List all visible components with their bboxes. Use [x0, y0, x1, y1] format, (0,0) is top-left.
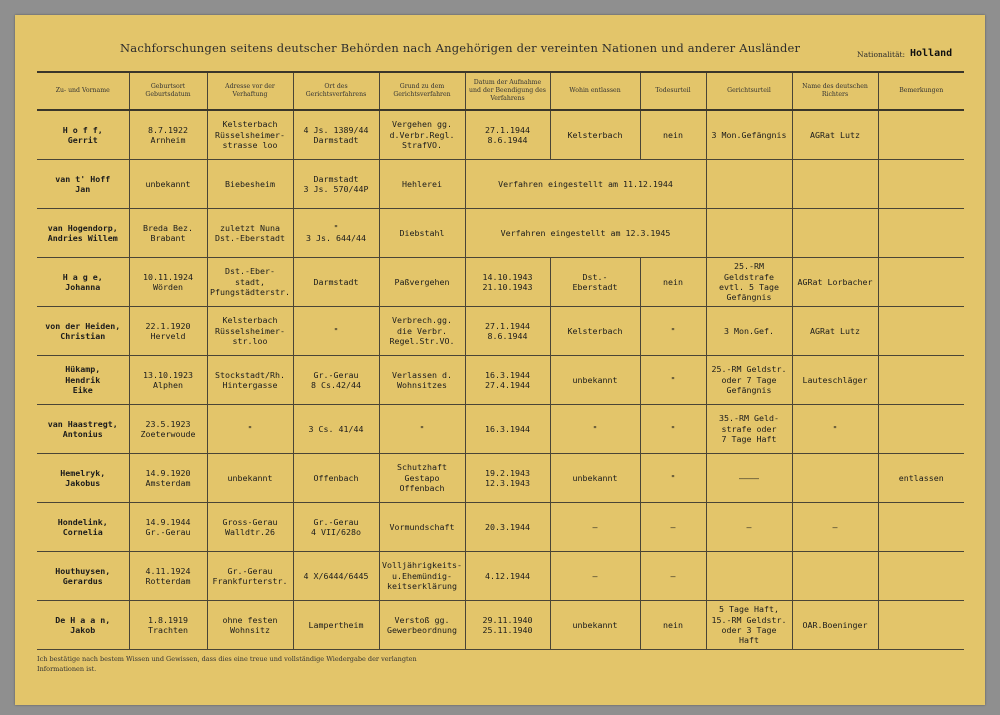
cell-verdict: [706, 209, 792, 258]
cell-dates: 29.11.1940 25.11.1940: [465, 601, 550, 650]
column-header-released-to: Wohin entlassen: [550, 72, 640, 110]
cell-reason: Paßvergehen: [379, 258, 465, 307]
cell-death-sentence: ": [640, 356, 706, 405]
table-row: [37, 110, 964, 160]
cell-remarks: [878, 356, 964, 405]
cell-verdict: 35.-RM Geld- strafe oder 7 Tage Haft: [706, 405, 792, 454]
cell-released-to: Dst.- Eberstadt: [550, 258, 640, 307]
table-row: [37, 160, 964, 209]
cell-birth: 14.9.1944 Gr.-Gerau: [129, 503, 207, 552]
cell-birth: 1.8.1919 Trachten: [129, 601, 207, 650]
cell-reason: Diebstahl: [379, 209, 465, 258]
cell-address: Dst.-Eber- stadt, Pfungstädterstr.: [207, 258, 293, 307]
column-header-birth: Geburtsort Geburtsdatum: [129, 72, 207, 110]
cell-address: Kelsterbach Rüsselsheimer- strasse loo: [207, 110, 293, 160]
cell-death-sentence: nein: [640, 110, 706, 160]
cell-name: Hemelryk, Jakobus: [37, 454, 129, 503]
column-header-judge: Name des deutschen Richters: [792, 72, 878, 110]
column-header-dates: Datum der Aufnahme und der Beendigung des Verfahrens: [465, 72, 550, 110]
cell-court-place: Gr.-Gerau 8 Cs.42/44: [293, 356, 379, 405]
cell-dates: Verfahren eingestellt am 11.12.1944: [465, 160, 706, 209]
cell-judge: –: [792, 503, 878, 552]
cell-court-place: 4 Js. 1389/44 Darmstadt: [293, 110, 379, 160]
cell-judge: [792, 160, 878, 209]
cell-dates: Verfahren eingestellt am 12.3.1945: [465, 209, 706, 258]
cell-name: Hükamp, Hendrik Eike: [37, 356, 129, 405]
cell-death-sentence: –: [640, 503, 706, 552]
cell-verdict: 25.-RM Geldstr. oder 7 Tage Gefängnis: [706, 356, 792, 405]
certification-footer: Ich bestätige nach bestem Wissen und Gewissen, dass dies eine treue und vollständige Wiedergabe der verlangten Informationen ist.: [37, 655, 417, 673]
table-row: [37, 454, 964, 503]
cell-address: Kelsterbach Rüsselsheimer- str.loo: [207, 307, 293, 356]
cell-reason: Verbrech.gg. die Verbr. Regel.Str.VO.: [379, 307, 465, 356]
cell-address: Stockstadt/Rh. Hintergasse: [207, 356, 293, 405]
cell-name: H o f f, Gerrit: [37, 110, 129, 160]
cell-remarks: [878, 552, 964, 601]
cell-birth: 14.9.1920 Amsterdam: [129, 454, 207, 503]
cell-remarks: [878, 209, 964, 258]
cell-verdict: 3 Mon.Gefängnis: [706, 110, 792, 160]
cell-remarks: [878, 258, 964, 307]
cell-reason: Verstoß gg. Gewerbeordnung: [379, 601, 465, 650]
cell-death-sentence: ": [640, 454, 706, 503]
cell-address: ohne festen Wohnsitz: [207, 601, 293, 650]
cell-judge: Lauteschläger: [792, 356, 878, 405]
table-row: [37, 307, 964, 356]
cell-remarks: [878, 503, 964, 552]
cell-birth: unbekannt: [129, 160, 207, 209]
cell-judge: [792, 552, 878, 601]
cell-dates: 16.3.1944 27.4.1944: [465, 356, 550, 405]
table-row: [37, 209, 964, 258]
cell-remarks: [878, 601, 964, 650]
nationality-label: Nationalität:: [857, 50, 906, 59]
cell-reason: Volljährigkeits- u.Ehemündig- keitserklärung: [379, 552, 465, 601]
cell-released-to: –: [550, 552, 640, 601]
cell-released-to: unbekannt: [550, 356, 640, 405]
cell-court-place: " 3 Js. 644/44: [293, 209, 379, 258]
cell-released-to: Kelsterbach: [550, 110, 640, 160]
column-header-verdict: Gerichtsurteil: [706, 72, 792, 110]
cell-verdict: ————: [706, 454, 792, 503]
cell-dates: 4.12.1944: [465, 552, 550, 601]
cell-dates: 16.3.1944: [465, 405, 550, 454]
cell-name: Houthuysen, Gerardus: [37, 552, 129, 601]
cell-court-place: Darmstadt 3 Js. 570/44P: [293, 160, 379, 209]
cell-verdict: 25.-RM Geldstrafe evtl. 5 Tage Gefängnis: [706, 258, 792, 307]
cell-reason: Schutzhaft Gestapo Offenbach: [379, 454, 465, 503]
cell-birth: 23.5.1923 Zoeterwoude: [129, 405, 207, 454]
column-header-remarks: Bemerkungen: [878, 72, 964, 110]
cell-name: von der Heiden, Christian: [37, 307, 129, 356]
cell-court-place: Gr.-Gerau 4 VII/628o: [293, 503, 379, 552]
cell-death-sentence: nein: [640, 601, 706, 650]
cell-released-to: unbekannt: [550, 454, 640, 503]
cell-court-place: 3 Cs. 41/44: [293, 405, 379, 454]
cell-released-to: –: [550, 503, 640, 552]
cell-name: van t' Hoff Jan: [37, 160, 129, 209]
document-title: Nachforschungen seitens deutscher Behörden nach Angehörigen der vereinten Nationen und anderer Ausländer: [120, 41, 801, 55]
column-header-reason: Grund zu dem Gerichtsverfahren: [379, 72, 465, 110]
cell-death-sentence: ": [640, 405, 706, 454]
cell-birth: Breda Bez. Brabant: [129, 209, 207, 258]
cell-address: Gross-Gerau Walldtr.26: [207, 503, 293, 552]
cell-address: Biebesheim: [207, 160, 293, 209]
cell-reason: Hehlerei: [379, 160, 465, 209]
table-row: [37, 552, 964, 601]
cell-verdict: 3 Mon.Gef.: [706, 307, 792, 356]
cell-name: H a g e, Johanna: [37, 258, 129, 307]
column-header-address: Adresse vor der Verhaftung: [207, 72, 293, 110]
cell-address: unbekannt: [207, 454, 293, 503]
table-header-row: [37, 72, 964, 110]
nationality-value: Holland: [910, 48, 953, 59]
cell-address: ": [207, 405, 293, 454]
table-row: [37, 601, 964, 650]
cell-court-place: ": [293, 307, 379, 356]
cell-judge: ": [792, 405, 878, 454]
cell-name: van Haastregt, Antonius: [37, 405, 129, 454]
cell-name: van Hogendorp, Andries Willem: [37, 209, 129, 258]
cell-released-to: ": [550, 405, 640, 454]
cell-verdict: [706, 160, 792, 209]
cell-reason: Vormundschaft: [379, 503, 465, 552]
cell-birth: 13.10.1923 Alphen: [129, 356, 207, 405]
table-row: [37, 356, 964, 405]
cell-name: De H a a n, Jakob: [37, 601, 129, 650]
cell-reason: Verlassen d. Wohnsitzes: [379, 356, 465, 405]
cell-judge: AGRat Lorbacher: [792, 258, 878, 307]
cell-released-to: Kelsterbach: [550, 307, 640, 356]
column-header-name: Zu- und Vorname: [37, 72, 129, 110]
cell-court-place: 4 X/6444/6445: [293, 552, 379, 601]
cell-judge: [792, 454, 878, 503]
cell-judge: AGRat Lutz: [792, 307, 878, 356]
cell-death-sentence: –: [640, 552, 706, 601]
cell-address: zuletzt Nuna Dst.-Eberstadt: [207, 209, 293, 258]
cell-birth: 4.11.1924 Rotterdam: [129, 552, 207, 601]
cell-dates: 27.1.1944 8.6.1944: [465, 307, 550, 356]
cell-death-sentence: ": [640, 307, 706, 356]
table-row: [37, 405, 964, 454]
cell-court-place: Lampertheim: [293, 601, 379, 650]
cell-judge: AGRat Lutz: [792, 110, 878, 160]
cell-death-sentence: nein: [640, 258, 706, 307]
cell-judge: [792, 209, 878, 258]
cell-court-place: Darmstadt: [293, 258, 379, 307]
column-header-court-place: Ort des Gerichtsverfahrens: [293, 72, 379, 110]
cell-dates: 27.1.1944 8.6.1944: [465, 110, 550, 160]
cell-name: Hondelink, Cornelia: [37, 503, 129, 552]
column-header-death-sentence: Todesurteil: [640, 72, 706, 110]
cell-remarks: [878, 307, 964, 356]
cell-birth: 8.7.1922 Arnheim: [129, 110, 207, 160]
cell-court-place: Offenbach: [293, 454, 379, 503]
table-row: [37, 503, 964, 552]
cell-released-to: unbekannt: [550, 601, 640, 650]
cell-address: Gr.-Gerau Frankfurterstr.: [207, 552, 293, 601]
cell-verdict: 5 Tage Haft, 15.-RM Geldstr. oder 3 Tage Haft: [706, 601, 792, 650]
cell-remarks: [878, 405, 964, 454]
register-table: [37, 71, 964, 650]
cell-dates: 14.10.1943 21.10.1943: [465, 258, 550, 307]
cell-remarks: [878, 160, 964, 209]
table-row: [37, 258, 964, 307]
cell-reason: ": [379, 405, 465, 454]
cell-dates: 19.2.1943 12.3.1943: [465, 454, 550, 503]
cell-remarks: [878, 110, 964, 160]
cell-birth: 10.11.1924 Wörden: [129, 258, 207, 307]
cell-dates: 20.3.1944: [465, 503, 550, 552]
cell-birth: 22.1.1920 Herveld: [129, 307, 207, 356]
cell-remarks: entlassen: [878, 454, 964, 503]
cell-reason: Vergehen gg. d.Verbr.Regl. StrafVO.: [379, 110, 465, 160]
document-sheet: [15, 15, 985, 705]
cell-judge: OAR.Boeninger: [792, 601, 878, 650]
cell-verdict: –: [706, 503, 792, 552]
cell-verdict: [706, 552, 792, 601]
